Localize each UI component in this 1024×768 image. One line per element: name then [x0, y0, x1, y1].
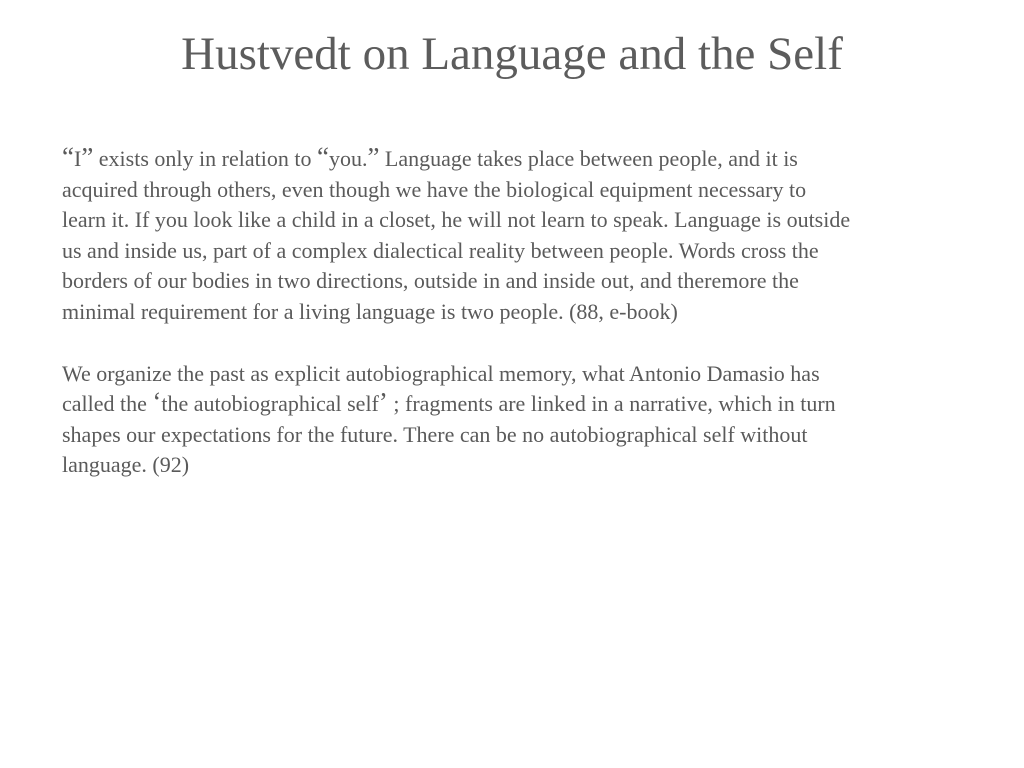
- text-line: language. (92): [62, 452, 190, 478]
- line-text: exists only in relation to: [93, 146, 317, 171]
- text-line: borders of our bodies in two directions, outside in and inside out, and theremore the: [62, 268, 799, 294]
- text-line: acquired through others, even though we have the biological equipment necessary to: [62, 176, 807, 202]
- text-line: shapes our expectations for the future. There can be no autobiographical self without: [62, 421, 808, 447]
- line-text: Language takes place between people, and it is: [379, 146, 798, 171]
- slide-body: [62, 144, 992, 481]
- line-text: ; fragments are linked in a narrative, which in turn: [387, 391, 836, 417]
- open-quote: ‘: [152, 387, 162, 418]
- line-text: called the: [62, 391, 153, 417]
- close-quote: ’: [378, 387, 388, 418]
- paragraph-autobiographical-self: [62, 359, 992, 481]
- text-line: minimal requirement for a living language is two people. (88, e-book): [62, 298, 678, 324]
- slide-title: Hustvedt on Language and the Self: [181, 28, 843, 80]
- text-line: [62, 144, 992, 175]
- open-quote: “: [316, 142, 329, 172]
- quoted-word: you.: [328, 146, 368, 171]
- text-line: [62, 389, 992, 420]
- paragraph-language: [62, 144, 992, 328]
- open-quote: “: [62, 142, 74, 172]
- text-line: We organize the past as explicit autobiographical memory, what Antonio Damasio has: [62, 360, 820, 386]
- quoted-phrase: the autobiographical self: [161, 391, 379, 417]
- text-line: us and inside us, part of a complex dialectical reality between people. Words cross the: [62, 237, 819, 263]
- quoted-word: I: [73, 146, 82, 171]
- close-quote: ”: [81, 142, 94, 172]
- close-quote: ”: [367, 142, 380, 172]
- text-line: learn it. If you look like a child in a closet, he will not learn to speak. Language is outside: [62, 207, 851, 233]
